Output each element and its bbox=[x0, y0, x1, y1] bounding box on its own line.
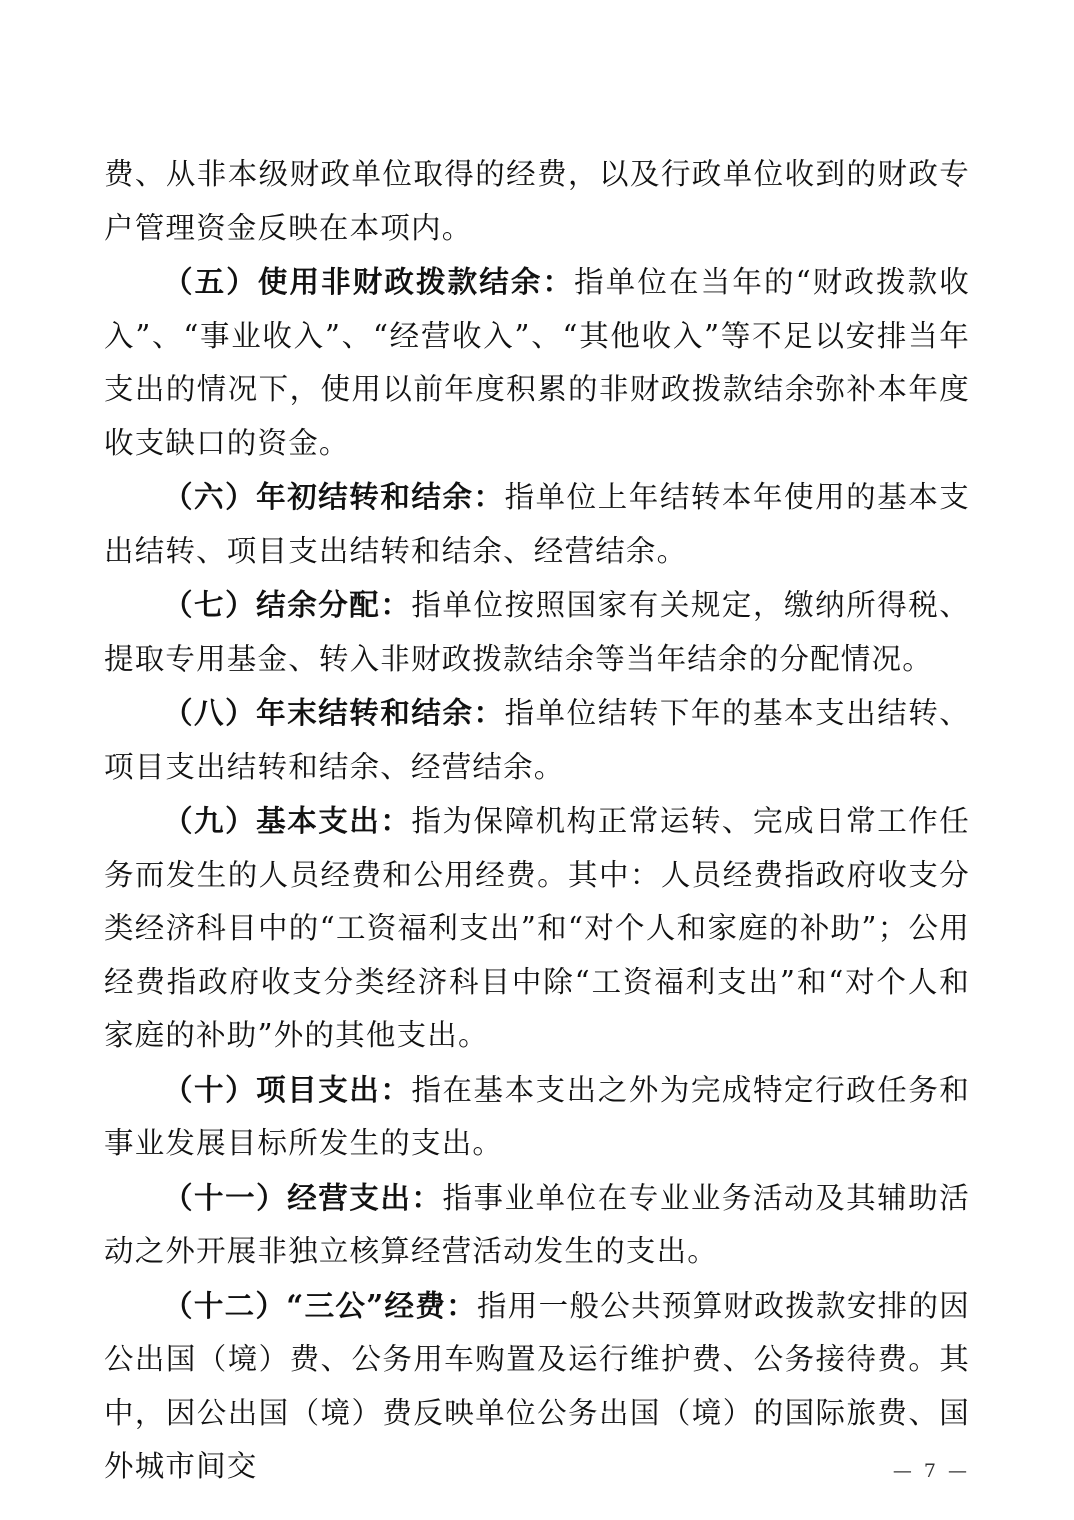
term-heading: （十二）“三公”经费： bbox=[163, 1287, 477, 1323]
term-heading: （十）项目支出： bbox=[163, 1071, 412, 1107]
paragraph-item-7 bbox=[104, 578, 970, 686]
term-heading: （七）结余分配： bbox=[163, 587, 412, 622]
paragraph-text: 指在基本支出之外为完成特定行政任务和事业发展目标所发生的支出。 bbox=[104, 1072, 970, 1160]
paragraph-item-5 bbox=[104, 255, 970, 470]
paragraph-item-10 bbox=[104, 1063, 970, 1171]
paragraph-text: 指事业单位在专业业务活动及其辅助活动之外开展非独立核算经营活动发生的支出。 bbox=[104, 1180, 970, 1268]
paragraph-text: 费、从非本级财政单位取得的经费，以及行政单位收到的财政专户管理资金反映在本项内。 bbox=[104, 157, 970, 245]
term-heading: （十一）经营支出： bbox=[163, 1179, 443, 1215]
paragraph-text: 指单位按照国家有关规定，缴纳所得税、提取专用基金、转入非财政拨款结余等当年结余的分配情况。 bbox=[104, 588, 970, 676]
paragraph-item-8 bbox=[104, 686, 970, 794]
term-heading: （五）使用非财政拨款结余： bbox=[163, 264, 575, 299]
paragraph-item-9 bbox=[104, 794, 970, 1063]
paragraph-item-12 bbox=[104, 1279, 970, 1494]
paragraph-text: 指单位上年结转本年使用的基本支出结转、项目支出结转和结余、经营结余。 bbox=[104, 480, 970, 568]
paragraph-text: 指单位结转下年的基本支出结转、项目支出结转和结余、经营结余。 bbox=[104, 696, 970, 784]
document-body bbox=[104, 148, 970, 1494]
term-heading: （九）基本支出： bbox=[163, 803, 412, 838]
paragraph-continuation bbox=[104, 148, 970, 255]
paragraph-text: 指用一般公共预算财政拨款安排的因公出国（境）费、公务用车购置及运行维护费、公务接待费。其中，因公出国（境）费反映单位公务出国（境）的国际旅费、国外城市间交 bbox=[104, 1288, 971, 1483]
term-heading: （八）年末结转和结余： bbox=[163, 695, 505, 730]
paragraph-item-6 bbox=[104, 470, 970, 578]
paragraph-text: 指为保障机构正常运转、完成日常工作任务而发生的人员经费和公用经费。其中：人员经费指政府收支分类经济科目中的“工资福利支出”和“对个人和家庭的补助”；公用经费指政府收支分类经济科目中除“工资福利支出”和“对个人和家庭的补助”外的其他支出。 bbox=[104, 804, 970, 1052]
page-number: — 7 — bbox=[892, 1460, 970, 1482]
paragraph-item-11 bbox=[104, 1171, 970, 1279]
term-heading: （六）年初结转和结余： bbox=[163, 479, 505, 514]
paragraph-text: 指单位在当年的“财政拨款收入”、“事业收入”、“经营收入”、“其他收入”等不足以安排当年支出的情况下，使用以前年度积累的非财政拨款结余弥补本年度收支缺口的资金。 bbox=[104, 265, 970, 460]
